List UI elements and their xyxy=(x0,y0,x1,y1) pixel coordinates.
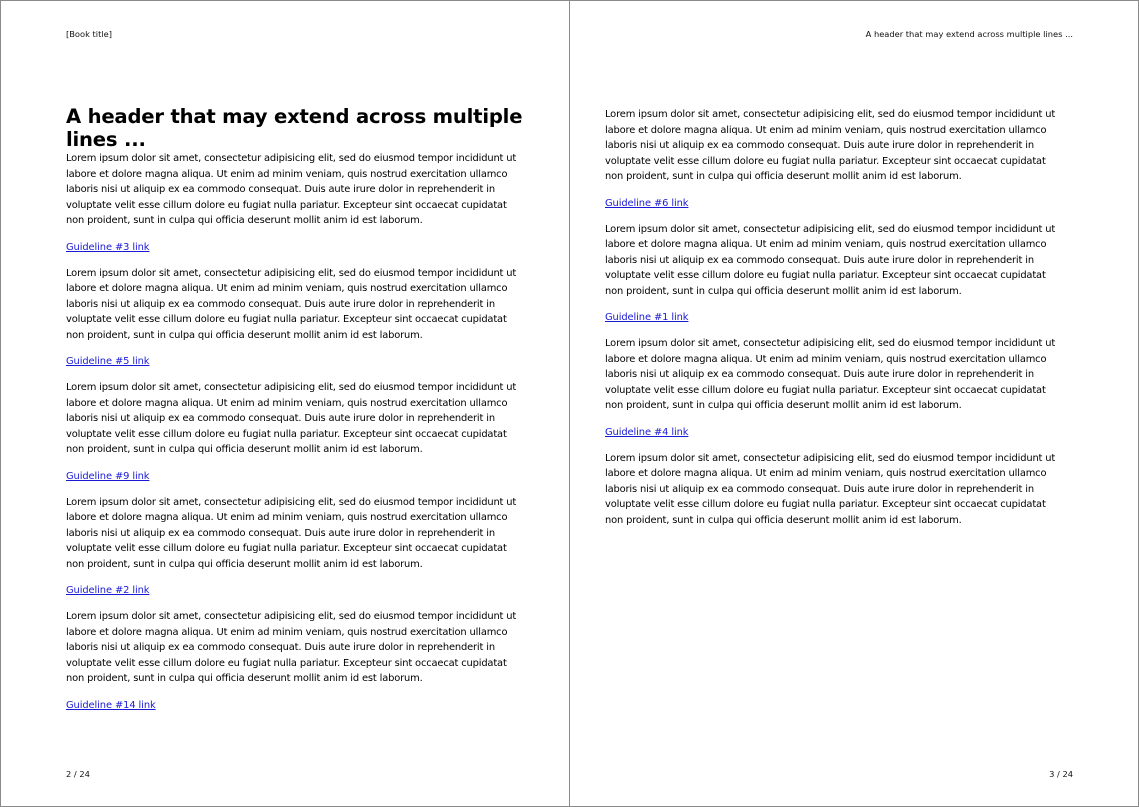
running-head-book-title: [Book title] xyxy=(66,29,112,39)
left-page-content xyxy=(66,105,526,724)
guideline-2-link[interactable]: Guideline #2 link xyxy=(66,585,150,596)
body-paragraph: Lorem ipsum dolor sit amet, consectetur adipisicing elit, sed do eiusmod tempor incididunt ut labore et dolore magna aliqua. Ut enim ad minim veniam, quis nostrud exercitation ullamco laboris nisi ut aliquip ex ea commodo consequat. Duis aute irure dolor in reprehenderit in voluptate velit esse cillum dolore eu fugiat nulla pariatur. Excepteur sint occaecat cupidatat non proident, sunt in culpa qui officia deserunt mollit anim id est laborum. xyxy=(605,452,1056,526)
body-paragraph: Lorem ipsum dolor sit amet, consectetur adipisicing elit, sed do eiusmod tempor incididunt ut labore et dolore magna aliqua. Ut enim ad minim veniam, quis nostrud exercitation ullamco laboris nisi ut aliquip ex ea commodo consequat. Duis aute irure dolor in reprehenderit in voluptate velit esse cillum dolore eu fugiat nulla pariatur. Excepteur sint occaecat cupidatat non proident, sunt in culpa qui officia deserunt mollit anim id est laborum. xyxy=(66,611,517,684)
body-paragraph: Lorem ipsum dolor sit amet, consectetur adipisicing elit, sed do eiusmod tempor incididunt ut labore et dolore magna aliqua. Ut enim ad minim veniam, quis nostrud exercitation ullamco laboris nisi ut aliquip ex ea commodo consequat. Duis aute irure dolor in reprehenderit in voluptate velit esse cillum dolore eu fugiat nulla pariatur. Excepteur sint occaecat cupidatat non proident, sunt in culpa qui officia deserunt mollit anim id est laborum. xyxy=(605,223,1056,297)
guideline-9-link[interactable]: Guideline #9 link xyxy=(66,470,150,482)
guideline-6-link[interactable]: Guideline #6 link xyxy=(605,197,689,209)
body-paragraph: Lorem ipsum dolor sit amet, consectetur adipisicing elit, sed do eiusmod tempor incididunt ut labore et dolore magna aliqua. Ut enim ad minim veniam, quis nostrud exercitation ullamco laboris nisi ut aliquip ex ea commodo consequat. Duis aute irure dolor in reprehenderit in voluptate velit esse cillum dolore eu fugiat nulla pariatur. Excepteur sint occaecat cupidatat non proident, sunt in culpa qui officia deserunt mollit anim id est laborum. xyxy=(605,338,1056,411)
body-paragraph: Lorem ipsum dolor sit amet, consectetur adipisicing elit, sed do eiusmod tempor incididunt ut labore et dolore magna aliqua. Ut enim ad minim veniam, quis nostrud exercitation ullamco laboris nisi ut aliquip ex ea commodo consequat. Duis aute irure dolor in reprehenderit in voluptate velit esse cillum dolore eu fugiat nulla pariatur. Excepteur sint occaecat cupidatat non proident, sunt in culpa qui officia deserunt mollit anim id est laborum. xyxy=(66,153,517,226)
guideline-5-link[interactable]: Guideline #5 link xyxy=(66,356,150,367)
right-page xyxy=(570,1,1138,806)
right-page-content xyxy=(605,107,1065,528)
body-paragraph: Lorem ipsum dolor sit amet, consectetur adipisicing elit, sed do eiusmod tempor incididunt ut labore et dolore magna aliqua. Ut enim ad minim veniam, quis nostrud exercitation ullamco laboris nisi ut aliquip ex ea commodo consequat. Duis aute irure dolor in reprehenderit in voluptate velit esse cillum dolore eu fugiat nulla pariatur. Excepteur sint occaecat cupidatat non proident, sunt in culpa qui officia deserunt mollit anim id est laborum. xyxy=(66,267,517,341)
body-paragraph: Lorem ipsum dolor sit amet, consectetur adipisicing elit, sed do eiusmod tempor incididunt ut labore et dolore magna aliqua. Ut enim ad minim veniam, quis nostrud exercitation ullamco laboris nisi ut aliquip ex ea commodo consequat. Duis aute irure dolor in reprehenderit in voluptate velit esse cillum dolore eu fugiat nulla pariatur. Excepteur sint occaecat cupidatat non proident, sunt in culpa qui officia deserunt mollit anim id est laborum. xyxy=(66,382,517,455)
page-number: 3 / 24 xyxy=(1049,769,1073,779)
guideline-4-link[interactable]: Guideline #4 link xyxy=(605,426,689,438)
left-page xyxy=(1,1,570,806)
guideline-3-link[interactable]: Guideline #3 link xyxy=(66,241,150,253)
chapter-heading: A header that may extend across multiple lines ... xyxy=(66,105,523,151)
page-number: 2 / 24 xyxy=(66,769,90,779)
guideline-1-link[interactable]: Guideline #1 link xyxy=(605,312,689,323)
running-head-chapter-title: A header that may extend across multiple lines ... xyxy=(865,29,1073,39)
body-paragraph: Lorem ipsum dolor sit amet, consectetur adipisicing elit, sed do eiusmod tempor incididunt ut labore et dolore magna aliqua. Ut enim ad minim veniam, quis nostrud exercitation ullamco laboris nisi ut aliquip ex ea commodo consequat. Duis aute irure dolor in reprehenderit in voluptate velit esse cillum dolore eu fugiat nulla pariatur. Excepteur sint occaecat cupidatat non proident, sunt in culpa qui officia deserunt mollit anim id est laborum. xyxy=(66,496,517,570)
guideline-14-link[interactable]: Guideline #14 link xyxy=(66,699,156,711)
body-paragraph: Lorem ipsum dolor sit amet, consectetur adipisicing elit, sed do eiusmod tempor incididunt ut labore et dolore magna aliqua. Ut enim ad minim veniam, quis nostrud exercitation ullamco laboris nisi ut aliquip ex ea commodo consequat. Duis aute irure dolor in reprehenderit in voluptate velit esse cillum dolore eu fugiat nulla pariatur. Excepteur sint occaecat cupidatat non proident, sunt in culpa qui officia deserunt mollit anim id est laborum. xyxy=(605,109,1056,182)
